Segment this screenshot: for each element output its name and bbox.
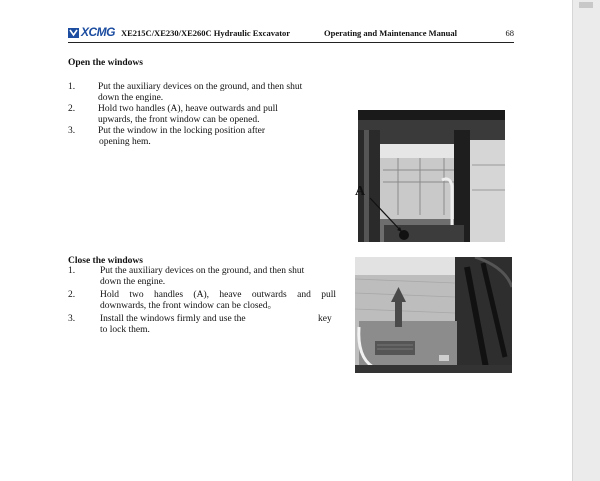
model-title: XE215C/XE230/XE260C Hydraulic Excavator <box>121 28 291 38</box>
close-section-title: Close the windows <box>68 256 143 266</box>
logo-wordmark: XCMG <box>81 25 115 39</box>
open-section-title: Open the windows <box>68 58 143 68</box>
vertical-scrollbar[interactable] <box>572 0 600 481</box>
close-step-3 <box>68 314 338 336</box>
step-number: 3. <box>68 126 76 136</box>
header-divider <box>68 42 514 43</box>
page-header <box>68 27 514 41</box>
step-number: 3. <box>68 314 76 324</box>
open-step-1 <box>68 82 368 104</box>
step-text: Put the auxiliary devices on the ground, and then shut down the engine. <box>100 266 305 287</box>
step-text: Install the windows firmly and use the key to lock them. <box>100 314 332 335</box>
open-step-3 <box>68 126 368 148</box>
key-word: key <box>318 314 332 324</box>
step-text: Put the auxiliary devices on the ground, and then shut down the engine. <box>98 82 303 103</box>
close-window-photo <box>355 257 512 373</box>
step-number: 1. <box>68 82 76 92</box>
manual-title: Operating and Maintenance Manual <box>324 28 457 38</box>
scrollbar-thumb[interactable] <box>579 2 593 8</box>
open-step-2 <box>68 104 368 126</box>
figure-callout-a: A <box>355 184 366 199</box>
step-text: Put the window in the locking position after opening hem. <box>98 126 266 147</box>
step-text: Hold two handles (A), heave outwards and pull downwards, the front window can be closed。 <box>100 290 336 311</box>
close-step-1 <box>68 266 338 288</box>
open-window-photo <box>358 110 505 242</box>
page-number: 68 <box>505 28 514 38</box>
step-number: 2. <box>68 104 76 114</box>
logo-emblem-icon <box>68 28 79 38</box>
step-text: Hold two handles (A), heave outwards and pull upwards, the front window can be opened. <box>98 104 278 125</box>
step-number: 2. <box>68 290 76 300</box>
close-step-2 <box>68 290 338 312</box>
step-number: 1. <box>68 266 76 276</box>
